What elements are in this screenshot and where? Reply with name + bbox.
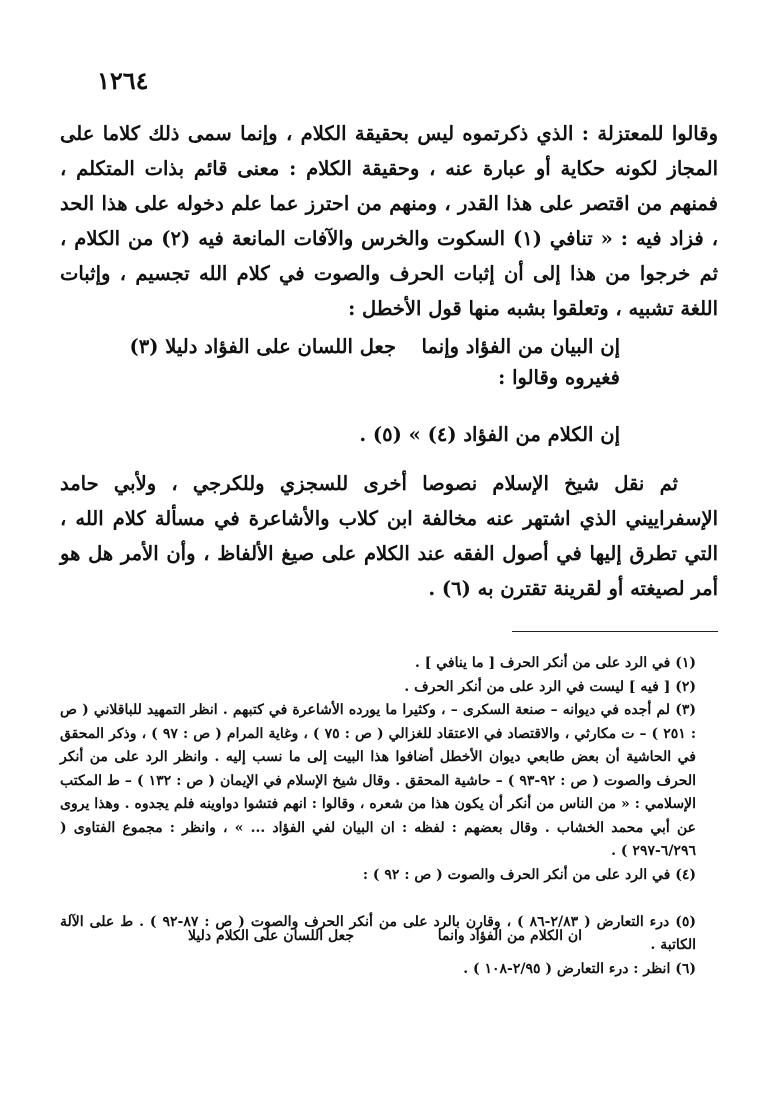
paragraph-2-text: ثم نقل شيخ الإسلام نصوصا أخرى للسجزي وللكرجي ، ولأبي حامد الإسفراييني الذي اشتهر عنه مخالفة ابن كلاب والأشاعرة في مسألة كلام الله ، التي تطرق إليها في أصول الفقه عند الكلام على صيغ الألفاظ ، وأن الأمر هل هو أمر لصيغته أو لقرينة تقترن به (٦) . [60, 472, 718, 600]
main-paragraph-1 [60, 116, 718, 326]
footnote-4-verse-first: ان الكلام من الفؤاد وانما [437, 928, 582, 944]
footnote-5: (٥) درء التعارض ( ٢/٨٣-٨٦ ) ، وقارن بالرد على من أنكر الحرف والصوت ( ص : ٨٧-٩٢ ) . ط على الآلة الكاتبة . [60, 913, 696, 953]
footnotes [60, 652, 718, 981]
page-number: ١٢٦٤ [97, 66, 149, 95]
verse-1-second-hemistich: جعل اللسان على الفؤاد دليلا (٣) [129, 335, 396, 358]
paragraph-1-text: وقالوا للمعتزلة : الذي ذكرتموه ليس بحقيقة الكلام ، وإنما سمى ذلك كلاما على المجاز لكونه حكاية أو عبارة عنه ، وحقيقة الكلام : معنى قائم بذات المتكلم ، فمنهم من اقتصر على هذا القدر ، ومنهم من احترز عما علم دخوله على هذا الحد ، فزاد فيه : « تنافي (١) السكوت والخرس والآفات المانعة فيه (٢) من الكلام ، ثم خرجوا من هذا إلى أن إثبات الحرف والصوت في كلام الله تجسيم ، وإثبات اللغة تشبيه ، وتعلقوا بشبه منها قول الأخطل : [60, 122, 719, 320]
footnote-4-verse-second: جعل اللسان على الكلام دليلا [188, 928, 354, 944]
footnote-2: (٢) [ فيه ] ليست في الرد على من أنكر الحرف . [404, 678, 696, 695]
footnote-4-verse-spacer [60, 887, 718, 911]
verse-2: إن الكلام من الفؤاد (٤) » (٥) . [359, 423, 620, 446]
after-verse-text: فغيروه وقالوا : [498, 366, 620, 389]
verse-1-first-hemistich: إن البيان من الفؤاد وإنما [421, 335, 620, 358]
footnote-separator [512, 631, 718, 632]
main-paragraph-2 [60, 466, 718, 606]
footnote-6: (٦) انظر : درء التعارض ( ٢/٩٥-١٠٨ ) . [463, 960, 696, 977]
footnote-1: (١) في الرد على من أنكر الحرف [ ما ينافي ] . [415, 655, 696, 671]
footnote-4: (٤) في الرد على من أنكر الحرف والصوت ( ص : ٩٢ ) : [362, 866, 696, 883]
footnote-3: (٣) لم أجده في ديوانه – صنعة السكرى – ، وكثيرا ما يورده الأشاعرة في كتبهم . انظر التمهيد للباقلاني ( ص : ٢٥١ ) – ت مكارثي ، والاقتصاد في الاعتقاد للغزالي ( ص : ٧٥ ) ، وغاية المرام ( ص : ٩٧ ) ، وذكر المحقق في الحاشية أن بعض طابعي ديوان الأخطل أضافوا هذا البيت إلى ما نسب إليه . وانظر الرد على من أنكر الحرف والصوت ( ص : ٩٢-٩٣ ) – حاشية المحقق . وقال شيخ الإسلام في الإيمان ( ص : ١٣٢ ) – ط المكتب الإسلامي : « من الناس من أنكر أن يكون هذا من شعره ، وقالوا : انهم فتشوا دواوينه فلم يجدوه . وهذا يروى عن أبي محمد الخشاب . وقال بعضهم : لفظه : ان البيان لفي الفؤاد ... » ، وانظر : مجموع الفتاوى ( ٦/٢٩٦-٢٩٧ ) . [60, 702, 697, 859]
